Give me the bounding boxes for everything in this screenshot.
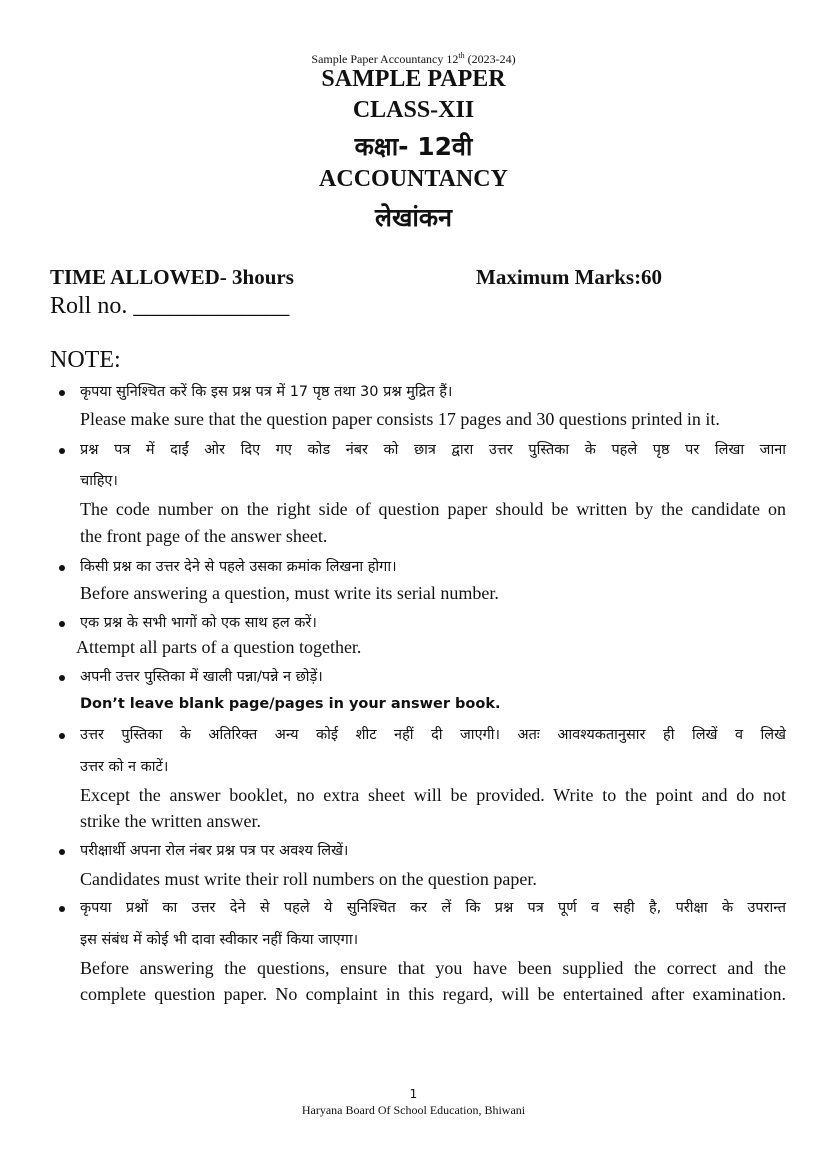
- note-item-hindi: एक प्रश्न के सभी भागों को एक साथ हल करें।: [80, 615, 317, 631]
- maximum-marks: Maximum Marks:60: [476, 265, 663, 289]
- note-item-english: Except the answer booklet, no extra sheet will be provided. Write to the point and do not: [80, 785, 786, 805]
- title-class: CLASS-XII: [352, 97, 475, 123]
- note-item-hindi: किसी प्रश्न का उत्तर देने से पहले उसका क्रमांक लिखना होगा।: [80, 559, 397, 575]
- title-subject: ACCOUNTANCY: [319, 166, 508, 192]
- note-item-english: Before answering the questions, ensure that you have been supplied the correct and the: [80, 958, 786, 978]
- note-item-hindi-continued: उत्तर को न काटें।: [80, 759, 169, 775]
- note-item-hindi: प्रश्न पत्र में दाईं ओर दिए गए कोड नंबर को छात्र द्वारा उत्तर पुस्तिका के पहले पृष्ठ पर लिखा जाना: [80, 442, 786, 458]
- note-item-hindi-continued: चाहिए।: [80, 473, 118, 489]
- bullet-icon: [59, 565, 65, 571]
- bullet-icon: [59, 675, 65, 681]
- roll-number-field: Roll no. _____________: [50, 293, 290, 319]
- note-item-english-continued: complete question paper. No complaint in this regard, will be entertained after examination.: [80, 984, 786, 1004]
- bullet-icon: [59, 733, 65, 739]
- bullet-icon: [59, 849, 65, 855]
- note-item-english: The code number on the right side of question paper should be written by the candidate on: [80, 499, 786, 519]
- note-heading: NOTE:: [50, 347, 121, 373]
- note-item-hindi: अपनी उत्तर पुस्तिका में खाली पन्ना/पन्ने न छोड़ें।: [80, 669, 323, 685]
- note-item-english: Before answering a question, must write its serial number.: [80, 583, 499, 603]
- running-header-superscript: th: [458, 51, 465, 60]
- title-class-hindi: कक्षा- 12वी: [354, 132, 473, 161]
- note-item-english: Please make sure that the question paper consists 17 pages and 30 questions printed in it.: [80, 409, 720, 429]
- note-item-hindi: कृपया सुनिश्चित करें कि इस प्रश्न पत्र में 17 पृष्ठ तथा 30 प्रश्न मुद्रित हैं।: [80, 384, 453, 400]
- note-item-hindi: कृपया प्रश्नों का उत्तर देने से पहले ये सुनिश्चित कर लें कि प्रश्न पत्र पूर्ण व सही है, परीक्षा के उपरान्त: [80, 900, 786, 916]
- running-header: [0, 51, 827, 67]
- page-number: 1: [409, 1087, 418, 1101]
- footer-board-name: Haryana Board Of School Education, Bhiwani: [301, 1103, 526, 1117]
- note-item-english: Candidates must write their roll numbers on the question paper.: [80, 869, 537, 889]
- title-sample-paper: SAMPLE PAPER: [321, 66, 506, 92]
- note-item-english: Attempt all parts of a question together.: [76, 637, 362, 657]
- bullet-icon: [59, 390, 65, 396]
- bullet-icon: [59, 448, 65, 454]
- title-subject-hindi: लेखांकन: [375, 203, 452, 232]
- note-item-hindi: परीक्षार्थी अपना रोल नंबर प्रश्न पत्र पर अवश्य लिखें।: [80, 843, 349, 859]
- note-item-hindi-continued: इस संबंध में कोई भी दावा स्वीकार नहीं किया जाएगा।: [80, 932, 359, 948]
- bullet-icon: [59, 621, 65, 627]
- note-item-english: Don’t leave blank page/pages in your answer book.: [80, 696, 501, 712]
- running-header-year: (2023-24): [464, 52, 516, 66]
- note-item-english-continued: strike the written answer.: [80, 811, 261, 831]
- note-item-english-continued: the front page of the answer sheet.: [80, 526, 328, 546]
- bullet-icon: [59, 906, 65, 912]
- running-header-text: Sample Paper Accountancy 12: [311, 52, 459, 66]
- note-item-hindi: उत्तर पुस्तिका के अतिरिक्त अन्य कोई शीट नहीं दी जाएगी। अतः आवश्यकतानुसार ही लिखें व लिखे: [80, 727, 786, 743]
- time-allowed: TIME ALLOWED- 3hours: [50, 265, 294, 289]
